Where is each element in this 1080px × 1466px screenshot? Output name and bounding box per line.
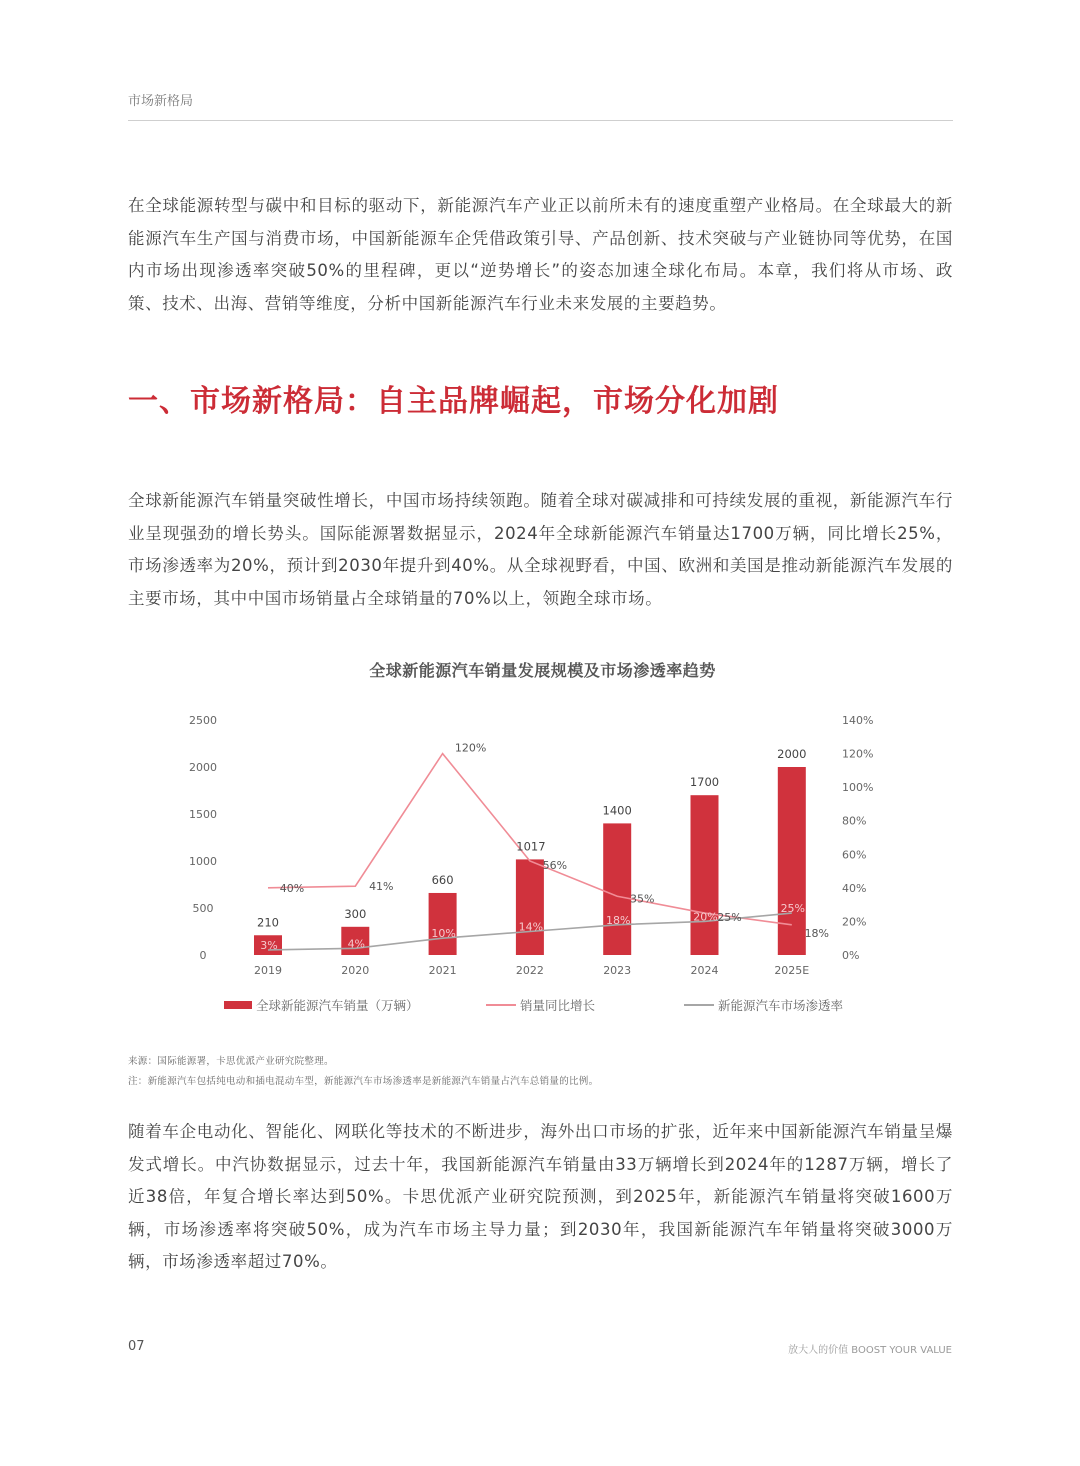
sales-bar bbox=[516, 859, 544, 955]
chart-note: 注：新能源汽车包括纯电动和插电混动车型，新能源汽车市场渗透率是新能源汽车销量占汽车总销量的比例。 bbox=[128, 1076, 599, 1087]
legend-penetration-swatch bbox=[684, 1004, 714, 1006]
growth-value-label: 40% bbox=[279, 881, 305, 895]
chart-title: 全球新能源汽车销量发展规模及市场渗透率趋势 bbox=[369, 661, 716, 680]
penetration-value-label: 25% bbox=[780, 902, 806, 916]
legend-sales bbox=[224, 996, 419, 1014]
sales-bar bbox=[691, 795, 719, 955]
penetration-value-label: 14% bbox=[518, 920, 544, 934]
x-tick-label: 2022 bbox=[515, 964, 544, 977]
intro-paragraph: 在全球能源转型与碳中和目标的驱动下，新能源汽车产业正以前所未有的速度重塑产业格局。在全球最大的新能源汽车生产国与消费市场，中国新能源车企凭借政策引导、产品创新、技术突破与产业链协同等优势，在国内市场出现渗透率突破50%的里程碑，更以“逆势增长”的姿态加速全球化布局。本章，我们将从市场、政策、技术、出海、营销等维度，分析中国新能源汽车行业未来发展的主要趋势。 bbox=[128, 196, 953, 313]
sales-value-label: 210 bbox=[257, 915, 279, 930]
y-left-tick-label: 500 bbox=[192, 902, 214, 915]
page-header: 市场新格局 bbox=[128, 94, 194, 109]
x-tick-label: 2021 bbox=[428, 964, 457, 977]
page-number: 07 bbox=[128, 1339, 145, 1354]
footer-slogan: 放大人的价值 BOOST YOUR VALUE bbox=[788, 1345, 952, 1356]
sales-bar bbox=[778, 767, 806, 955]
y-right-tick-label: 140% bbox=[842, 714, 874, 727]
market-paragraph: 全球新能源汽车销量突破性增长，中国市场持续领跑。随着全球对碳减排和可持续发展的重视，新能源汽车行业呈现强劲的增长势头。国际能源署数据显示，2024年全球新能源汽车销量达1700万辆，同比增长25%，市场渗透率为20%，预计到2030年提升到40%。从全球视野看，中国、欧洲和美国是推动新能源汽车发展的主要市场，其中中国市场销量占全球销量的70%以上，领跑全球市场。 bbox=[128, 491, 953, 608]
legend-bar-swatch bbox=[224, 1001, 252, 1009]
x-tick-label: 2023 bbox=[603, 964, 632, 977]
x-tick-label: 2020 bbox=[341, 964, 370, 977]
y-right-tick-label: 20% bbox=[842, 915, 867, 929]
y-left-tick-label: 2000 bbox=[189, 761, 217, 774]
legend-sales-label: 全球新能源汽车销量（万辆） bbox=[256, 998, 419, 1013]
sales-value-label: 300 bbox=[344, 906, 367, 921]
growth-value-label: 41% bbox=[369, 880, 394, 894]
legend-growth bbox=[486, 996, 595, 1014]
sales-chart bbox=[0, 700, 1080, 990]
sales-value-label: 1017 bbox=[516, 839, 546, 854]
penetration-value-label: 18% bbox=[605, 913, 631, 927]
sales-value-label: 1700 bbox=[689, 775, 720, 790]
x-tick-label: 2024 bbox=[690, 964, 719, 977]
y-left-tick-label: 0 bbox=[199, 949, 207, 962]
y-right-tick-label: 100% bbox=[842, 781, 874, 795]
forecast-paragraph: 随着车企电动化、智能化、网联化等技术的不断进步，海外出口市场的扩张，近年来中国新能源汽车销量呈爆发式增长。中汽协数据显示，过去十年，我国新能源汽车销量由33万辆增长到2024年的1287万辆，增长了近38倍，年复合增长率达到50%。卡思优派产业研究院预测，到2025年，新能源汽车销量将突破1600万辆，市场渗透率将突破50%，成为汽车市场主导力量；到2030年，我国新能源汽车年销量将突破3000万辆，市场渗透率超过70%。 bbox=[128, 1122, 953, 1271]
growth-value-label: 35% bbox=[629, 892, 655, 906]
sales-value-label: 660 bbox=[431, 872, 454, 887]
sales-bar bbox=[603, 823, 631, 955]
growth-value-label: 56% bbox=[542, 859, 568, 872]
y-right-tick-label: 40% bbox=[842, 881, 867, 895]
penetration-value-label: 10% bbox=[431, 927, 456, 941]
x-tick-label: 2019 bbox=[254, 964, 282, 977]
header-divider bbox=[128, 120, 953, 121]
sales-bar bbox=[429, 893, 457, 955]
legend-growth-swatch bbox=[486, 1004, 516, 1006]
y-left-tick-label: 2500 bbox=[189, 714, 217, 727]
penetration-value-label: 3% bbox=[260, 938, 278, 952]
y-right-tick-label: 120% bbox=[842, 747, 874, 761]
legend-penetration-label: 新能源汽车市场渗透率 bbox=[718, 998, 844, 1013]
y-right-tick-label: 60% bbox=[842, 848, 867, 862]
y-left-tick-label: 1000 bbox=[189, 855, 217, 868]
section-title: 一、市场新格局：自主品牌崛起，市场分化加剧 bbox=[128, 384, 779, 419]
y-left-tick-label: 1500 bbox=[189, 808, 217, 821]
penetration-value-label: 20% bbox=[693, 910, 718, 924]
y-right-tick-label: 0% bbox=[842, 949, 860, 962]
chart-source: 来源：国际能源署，卡思优派产业研究院整理。 bbox=[128, 1056, 334, 1067]
sales-value-label: 2000 bbox=[777, 747, 807, 761]
growth-value-label: 25% bbox=[717, 911, 742, 925]
growth-value-label: 120% bbox=[454, 741, 487, 755]
legend-penetration bbox=[684, 996, 843, 1014]
y-right-tick-label: 80% bbox=[842, 814, 867, 828]
legend-growth-label: 销量同比增长 bbox=[520, 998, 596, 1013]
penetration-value-label: 4% bbox=[347, 937, 366, 951]
growth-value-label: 18% bbox=[804, 926, 830, 940]
x-tick-label: 2025E bbox=[774, 964, 810, 977]
sales-value-label: 1400 bbox=[602, 803, 632, 818]
